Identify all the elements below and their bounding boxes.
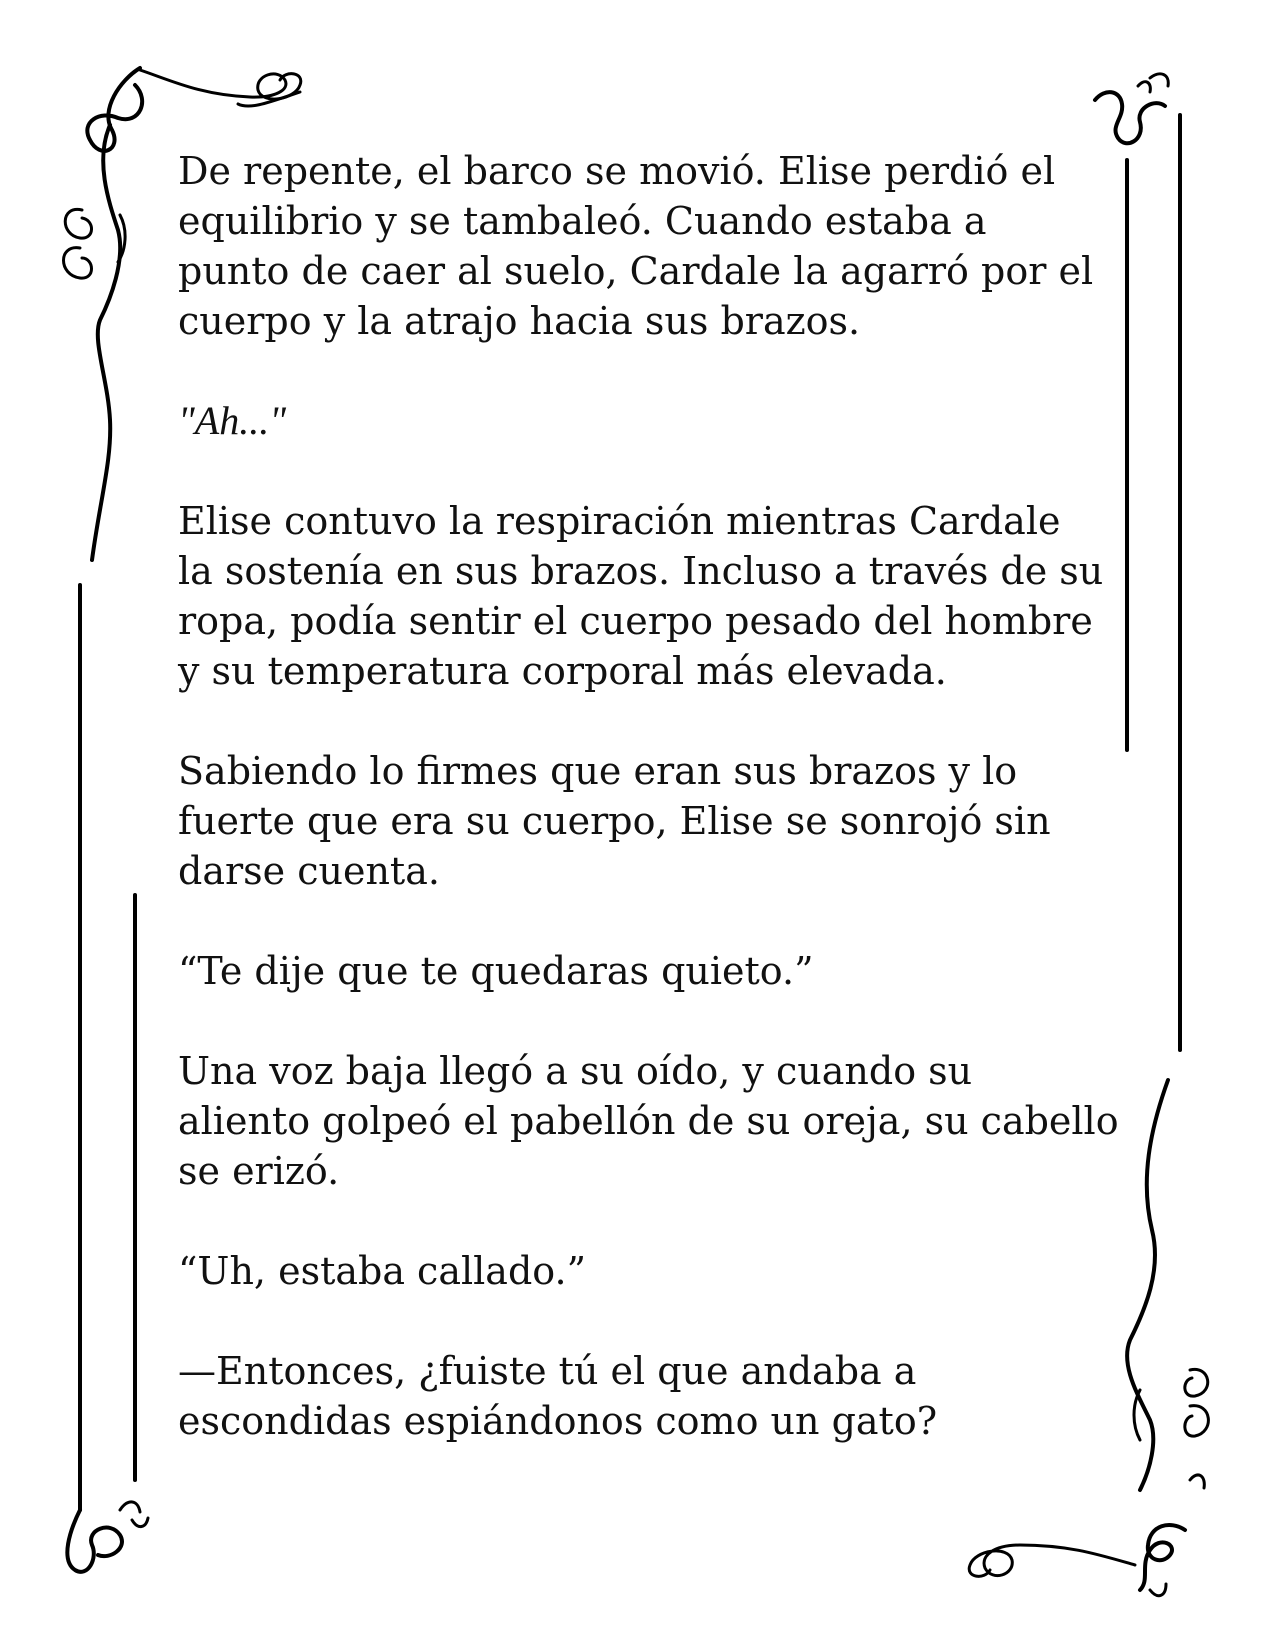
text-line: "Ah..." (178, 398, 287, 443)
paragraph-7-dialogue (178, 1246, 1128, 1296)
text-line: “Te dije que te quedaras quieto.” (178, 949, 814, 993)
text-line: “Uh, estaba callado.” (178, 1249, 586, 1293)
right-lower-vine (1127, 1080, 1168, 1490)
text-line: escondidas espiándonos como un gato? (178, 1399, 938, 1443)
top-left-scroll-line (140, 70, 301, 99)
text-line: aliento golpeó el pabellón de su oreja, su cabello (178, 1099, 1119, 1143)
text-line: fuerte que era su cuerpo, Elise se sonrojó sin (178, 799, 1051, 843)
bottom-right-curl (1150, 1475, 1204, 1596)
bottom-right-scroll-line (969, 1545, 1135, 1576)
text-line: y su temperatura corporal más elevada. (178, 649, 947, 693)
text-line: equilibrio y se tambaleó. Cuando estaba a (178, 199, 987, 243)
text-line: la sostenía en sus brazos. Incluso a través de su (178, 549, 1104, 593)
text-line: Una voz baja llegó a su oído, y cuando su (178, 1049, 973, 1093)
text-line: cuerpo y la atrajo hacia sus brazos. (178, 299, 861, 343)
paragraph-1 (178, 146, 1128, 346)
paragraph-6 (178, 1046, 1128, 1196)
text-line: se erizó. (178, 1149, 340, 1193)
paragraph-5-dialogue (178, 946, 1128, 996)
paragraph-2-exclamation (178, 396, 1128, 446)
paragraph-4 (178, 746, 1128, 896)
text-line: —Entonces, ¿fuiste tú el que andaba a (178, 1349, 917, 1393)
text-line: Sabiendo lo firmes que eran sus brazos y lo (178, 749, 1018, 793)
top-left-swirl (87, 68, 142, 151)
paragraph-8-dialogue (178, 1346, 1128, 1446)
top-right-swirl (1095, 92, 1165, 143)
bottom-right-swirl (1140, 1525, 1185, 1590)
left-upper-c-scrolls (64, 209, 92, 278)
text-line: De repente, el barco se movió. Elise perdió el (178, 149, 1056, 193)
top-right-curl (1138, 74, 1168, 92)
bottom-left-curl (120, 1502, 148, 1527)
paragraph-3 (178, 496, 1128, 696)
left-upper-vine (92, 125, 120, 560)
text-line: punto de caer al suelo, Cardale la agarró por el (178, 249, 1094, 293)
text-line: ropa, podía sentir el cuerpo pesado del hombre (178, 599, 1093, 643)
text-line: Elise contuvo la respiración mientras Cardale (178, 499, 1061, 543)
bottom-left-swirl (67, 1510, 122, 1572)
text-line: darse cuenta. (178, 849, 440, 893)
body-text (178, 146, 1128, 1496)
right-lower-c-scrolls (1185, 1369, 1209, 1436)
